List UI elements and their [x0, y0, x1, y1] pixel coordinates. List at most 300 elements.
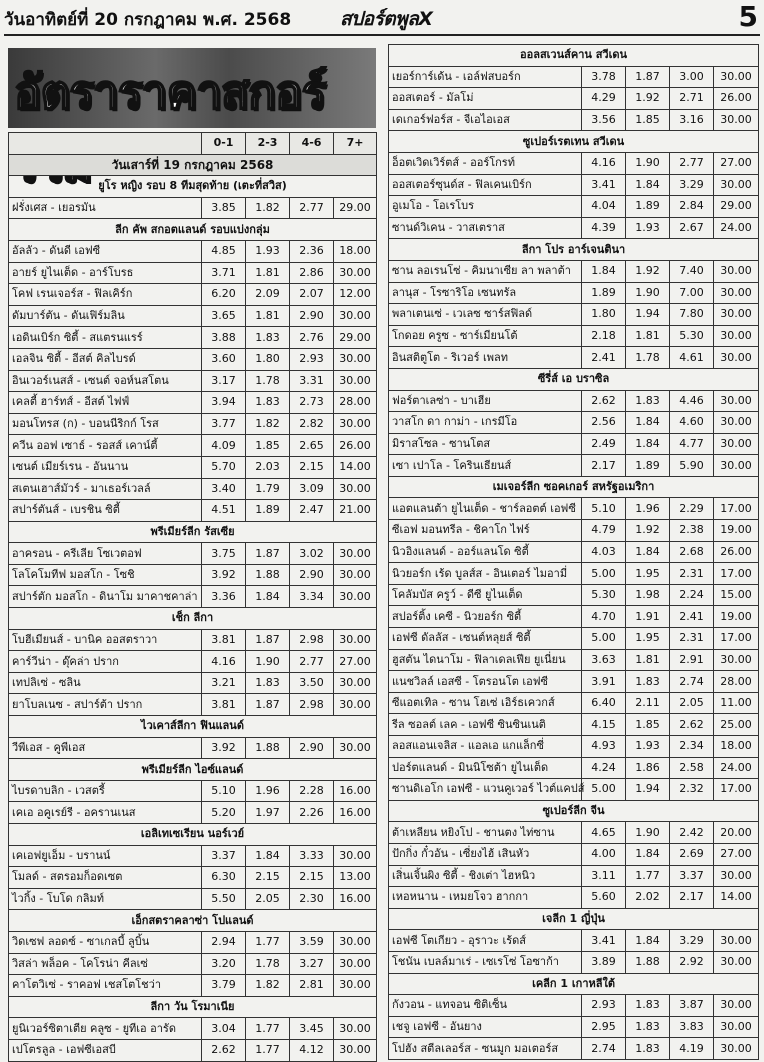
match-name: สปาร์ตันส์ - เบรชิน ซิตี้	[9, 500, 202, 522]
match-name: เอลจิน ซิตี้ - อีสต์ คิลไบรด์	[9, 348, 202, 370]
league-header-row	[389, 239, 759, 261]
odds-value: 1.86	[626, 757, 670, 779]
odds-value: 7.80	[670, 304, 714, 326]
odds-value: 4.16	[582, 152, 626, 174]
odds-value: 17.00	[714, 779, 759, 801]
odds-value: 2.47	[290, 500, 334, 522]
odds-value: 1.78	[626, 347, 670, 369]
odds-value: 29.00	[334, 327, 377, 349]
table-row	[389, 822, 759, 844]
odds-value: 4.09	[202, 435, 246, 457]
odds-value: 30.00	[334, 1018, 377, 1040]
odds-value: 1.83	[626, 995, 670, 1017]
table-row	[9, 845, 377, 867]
match-name: ออสเตอร์ - มัลโม่	[389, 88, 582, 110]
league-name: ซูเปอร์เรตเทน สวีเดน	[389, 131, 759, 153]
odds-value: 2.31	[670, 563, 714, 585]
odds-value: 1.88	[626, 951, 670, 973]
odds-value: 7.00	[670, 282, 714, 304]
odds-value: 3.33	[290, 845, 334, 867]
odds-value: 30.00	[334, 543, 377, 565]
match-name: รีล ซอลต์ เลค - เอฟซี ซินซินเนติ	[389, 714, 582, 736]
league-header-row	[9, 716, 377, 738]
odds-value: 1.80	[582, 304, 626, 326]
odds-value: 2.56	[582, 412, 626, 434]
odds-value: 3.00	[670, 66, 714, 88]
match-name: แนชวิลล์ เอสซี - โตรอนโต เอฟซี	[389, 671, 582, 693]
odds-value: 2.98	[290, 629, 334, 651]
league-header-row	[9, 521, 377, 543]
league-header-row	[9, 910, 377, 932]
match-name: ฝรั่งเศส - เยอรมัน	[9, 197, 202, 219]
odds-value: 2.28	[290, 780, 334, 802]
odds-value: 1.84	[626, 412, 670, 434]
odds-value: 30.00	[334, 737, 377, 759]
column-header-row	[9, 133, 377, 155]
odds-value: 3.37	[202, 845, 246, 867]
match-name: โปฮัง สตีลเลอร์ส - ซนมูก มอเตอร์ส	[389, 1038, 582, 1060]
odds-value: 3.92	[202, 564, 246, 586]
odds-value: 2.90	[290, 564, 334, 586]
odds-value: 1.89	[582, 282, 626, 304]
league-name: ซูเปอร์ลีก จีน	[389, 800, 759, 822]
odds-value: 4.70	[582, 606, 626, 628]
odds-value: 16.00	[334, 888, 377, 910]
match-name: เชจู เอฟซี - อันยาง	[389, 1016, 582, 1038]
odds-value: 30.00	[334, 672, 377, 694]
odds-value: 4.79	[582, 520, 626, 542]
match-name: เสิ่นเจิ้นผิง ซิตี้ - ชิงเต่า ไฮหนิว	[389, 865, 582, 887]
odds-value: 1.82	[246, 413, 290, 435]
odds-value: 18.00	[714, 736, 759, 758]
odds-value: 3.09	[290, 478, 334, 500]
odds-value: 2.90	[290, 305, 334, 327]
odds-value: 3.31	[290, 370, 334, 392]
column-header-blank	[9, 133, 202, 155]
odds-value: 2.15	[290, 867, 334, 889]
match-name: เอดินเบิร์ก ซิตี้ - สแตรนแรร์	[9, 327, 202, 349]
odds-value: 3.88	[202, 327, 246, 349]
league-name: ยูโร หญิง รอบ 8 ทีมสุดท้าย (เตะที่สวิส)	[9, 176, 377, 198]
odds-value: 3.71	[202, 262, 246, 284]
odds-value: 2.38	[670, 520, 714, 542]
table-row	[9, 392, 377, 414]
match-name: อาครอน - ครีเลีย โซเวตอฟ	[9, 543, 202, 565]
odds-value: 2.18	[582, 325, 626, 347]
odds-value: 30.00	[334, 262, 377, 284]
odds-value: 1.93	[626, 217, 670, 239]
match-name: คาโตวิเซ่ - ราคอฟ เชสโตโชว่า	[9, 975, 202, 997]
odds-value: 1.77	[246, 1039, 290, 1061]
odds-value: 3.41	[582, 174, 626, 196]
league-name: เมเจอร์ลีก ซอคเกอร์ สหรัฐอเมริกา	[389, 476, 759, 498]
table-row	[9, 1039, 377, 1061]
odds-value: 15.00	[714, 584, 759, 606]
odds-value: 30.00	[334, 953, 377, 975]
odds-value: 14.00	[334, 456, 377, 478]
odds-value: 1.84	[246, 586, 290, 608]
odds-value: 1.84	[626, 843, 670, 865]
table-row	[389, 196, 759, 218]
odds-value: 27.00	[334, 651, 377, 673]
league-header-row	[9, 996, 377, 1018]
match-name: แอตแลนต้า ยูไนเต็ด - ชาร์ลอตต์ เอฟซี	[389, 498, 582, 520]
odds-value: 4.46	[670, 390, 714, 412]
league-header-row	[9, 824, 377, 846]
match-name: ซานด์วิเคน - วาสเตราส	[389, 217, 582, 239]
odds-value: 1.90	[246, 651, 290, 673]
odds-value: 3.83	[670, 1016, 714, 1038]
table-row	[389, 66, 759, 88]
odds-value: 1.92	[626, 260, 670, 282]
match-name: เซนต์ เมียร์เรน - อันนาน	[9, 456, 202, 478]
odds-value: 2.62	[582, 390, 626, 412]
match-name: ซีเอฟ มอนทรีล - ชิคาโก ไฟร์	[389, 520, 582, 542]
odds-value: 3.45	[290, 1018, 334, 1040]
league-name: เอลิเทเซเรียน นอร์เวย์	[9, 824, 377, 846]
odds-value: 30.00	[714, 260, 759, 282]
match-name: ยูนิเวอร์ซิตาเตีย คลูซ - ยูทีเอ อารัด	[9, 1018, 202, 1040]
odds-value: 3.04	[202, 1018, 246, 1040]
table-row	[389, 865, 759, 887]
odds-value: 1.90	[626, 152, 670, 174]
odds-value: 1.92	[626, 520, 670, 542]
odds-value: 3.81	[202, 694, 246, 716]
odds-value: 2.15	[246, 867, 290, 889]
match-name: ลานุส - โรซาริโอ เซนทรัล	[389, 282, 582, 304]
match-name: มอนโทรส (ก) - บอนนีริกก์ โรส	[9, 413, 202, 435]
odds-value: 2.31	[670, 628, 714, 650]
odds-value: 2.91	[670, 649, 714, 671]
odds-value: 3.21	[202, 672, 246, 694]
odds-value: 5.30	[670, 325, 714, 347]
table-row	[9, 435, 377, 457]
odds-value: 1.80	[246, 348, 290, 370]
odds-value: 2.76	[290, 327, 334, 349]
odds-value: 1.77	[626, 865, 670, 887]
match-name: ต้าเหลียน หยิงโป - ชานตง ไท่ซาน	[389, 822, 582, 844]
odds-value: 30.00	[714, 865, 759, 887]
odds-value: 2.41	[582, 347, 626, 369]
table-row	[389, 649, 759, 671]
odds-value: 3.87	[670, 995, 714, 1017]
odds-value: 2.74	[670, 671, 714, 693]
match-name: นิวอิงแลนด์ - ออร์แลนโด ซิตี้	[389, 541, 582, 563]
league-name: ลีกา วัน โรมาเนีย	[9, 996, 377, 1018]
odds-value: 17.00	[714, 563, 759, 585]
table-row	[9, 931, 377, 953]
table-row	[9, 413, 377, 435]
title-banner	[8, 48, 376, 128]
odds-value: 1.87	[246, 543, 290, 565]
odds-value: 5.30	[582, 584, 626, 606]
odds-value: 1.87	[246, 629, 290, 651]
odds-value: 2.34	[670, 736, 714, 758]
odds-value: 2.36	[290, 240, 334, 262]
match-name: เทปลิเซ่ - ซลิน	[9, 672, 202, 694]
column-header: 0-1	[202, 133, 246, 155]
odds-value: 16.00	[334, 802, 377, 824]
odds-value: 2.17	[582, 455, 626, 477]
odds-value: 2.92	[670, 951, 714, 973]
match-name: สปาร์ตัก มอสโก - ดินาโม มาคาชคาล่า	[9, 586, 202, 608]
odds-value: 1.82	[246, 975, 290, 997]
match-name: โลโคโมทีฟ มอสโก - โซชิ	[9, 564, 202, 586]
odds-value: 30.00	[714, 930, 759, 952]
odds-value: 2.17	[670, 887, 714, 909]
table-row	[9, 284, 377, 306]
match-name: พลาเตนเซ่ - เวเลซ ซาร์สฟิลด์	[389, 304, 582, 326]
odds-value: 2.67	[670, 217, 714, 239]
odds-value: 1.94	[626, 304, 670, 326]
odds-value: 2.05	[246, 888, 290, 910]
odds-value: 1.81	[246, 305, 290, 327]
table-row	[9, 586, 377, 608]
odds-value: 3.29	[670, 174, 714, 196]
odds-value: 30.00	[714, 433, 759, 455]
table-row	[389, 325, 759, 347]
table-row	[389, 347, 759, 369]
odds-value: 28.00	[714, 671, 759, 693]
league-name: ลีก คัพ สกอตแลนด์ รอบแบ่งกลุ่ม	[9, 219, 377, 241]
odds-value: 3.36	[202, 586, 246, 608]
table-row	[9, 672, 377, 694]
odds-value: 1.88	[246, 564, 290, 586]
table-row	[9, 780, 377, 802]
odds-value: 1.85	[626, 109, 670, 131]
odds-value: 1.77	[246, 1018, 290, 1040]
odds-value: 1.82	[246, 197, 290, 219]
odds-value: 2.24	[670, 584, 714, 606]
match-name: ยาโบลเนซ - สปาร์ต้า ปราก	[9, 694, 202, 716]
table-row	[389, 152, 759, 174]
odds-value: 21.00	[334, 500, 377, 522]
table-row	[9, 867, 377, 889]
odds-value: 30.00	[334, 586, 377, 608]
league-header-row	[9, 608, 377, 630]
match-name: อัลลัว - ดันดี เอฟซี	[9, 240, 202, 262]
league-name: เคลีก 1 เกาหลีใต้	[389, 973, 759, 995]
table-row	[389, 260, 759, 282]
odds-value: 30.00	[334, 564, 377, 586]
match-name: นิวยอร์ก เร้ด บูลส์ส - อินเตอร์ ไมอามี่	[389, 563, 582, 585]
odds-value: 2.77	[670, 152, 714, 174]
odds-value: 30.00	[714, 1016, 759, 1038]
odds-value: 3.79	[202, 975, 246, 997]
odds-value: 2.05	[670, 692, 714, 714]
odds-value: 6.30	[202, 867, 246, 889]
match-name: ซานดิเอโก เอฟซี - แวนคูเวอร์ ไวต์แคปส์	[389, 779, 582, 801]
odds-value: 3.27	[290, 953, 334, 975]
odds-value: 1.78	[246, 370, 290, 392]
odds-value: 1.98	[626, 584, 670, 606]
odds-value: 3.29	[670, 930, 714, 952]
league-header-row	[389, 476, 759, 498]
odds-value: 30.00	[714, 995, 759, 1017]
match-name: ดัมบาร์ตัน - ดันเฟิร์มลิน	[9, 305, 202, 327]
table-row	[389, 304, 759, 326]
odds-value: 2.71	[670, 88, 714, 110]
issue-date: วันอาทิตย์ที่ 20 กรกฎาคม พ.ศ. 2568	[4, 10, 292, 30]
odds-value: 1.90	[626, 282, 670, 304]
odds-value: 4.39	[582, 217, 626, 239]
odds-value: 3.20	[202, 953, 246, 975]
odds-value: 30.00	[714, 649, 759, 671]
odds-value: 1.94	[626, 779, 670, 801]
table-row	[9, 348, 377, 370]
odds-value: 4.29	[582, 88, 626, 110]
odds-value: 1.87	[246, 694, 290, 716]
odds-value: 2.02	[626, 887, 670, 909]
league-name: พรีเมียร์ลีก รัสเซีย	[9, 521, 377, 543]
brand-logo: สปอร์ตพูลX	[340, 8, 433, 30]
table-row	[389, 584, 759, 606]
odds-value: 2.95	[582, 1016, 626, 1038]
table-row	[9, 802, 377, 824]
match-name: ควีน ออฟ เซาธ์ - รอสส์ เคาน์ตี้	[9, 435, 202, 457]
odds-value: 1.90	[626, 822, 670, 844]
odds-value: 1.96	[246, 780, 290, 802]
odds-value: 1.84	[626, 433, 670, 455]
odds-value: 2.26	[290, 802, 334, 824]
table-row	[389, 541, 759, 563]
odds-value: 1.84	[626, 174, 670, 196]
odds-value: 1.81	[626, 649, 670, 671]
match-name: อูเมโอ - โอเรโบร	[389, 196, 582, 218]
odds-value: 3.65	[202, 305, 246, 327]
odds-value: 30.00	[714, 347, 759, 369]
odds-value: 2.69	[670, 843, 714, 865]
odds-value: 4.03	[582, 541, 626, 563]
odds-value: 5.00	[582, 628, 626, 650]
table-row	[389, 217, 759, 239]
odds-value: 3.37	[670, 865, 714, 887]
match-name: วิสล่า พล็อค - โคโรน่า คีลเซ่	[9, 953, 202, 975]
match-name: โบฮีเมียนส์ - บานิค ออสตราวา	[9, 629, 202, 651]
odds-value: 19.00	[714, 606, 759, 628]
odds-value: 3.78	[582, 66, 626, 88]
odds-value: 2.77	[290, 197, 334, 219]
odds-value: 3.11	[582, 865, 626, 887]
odds-value: 1.83	[626, 390, 670, 412]
table-row	[389, 671, 759, 693]
column-header: 4-6	[290, 133, 334, 155]
match-name: ซีแอตเทิล - ซาน โฮเซ่ เอิร์ธเควกส์	[389, 692, 582, 714]
table-row	[9, 888, 377, 910]
header-divider	[4, 34, 760, 36]
odds-value: 30.00	[714, 412, 759, 434]
odds-value: 2.81	[290, 975, 334, 997]
page-header	[0, 0, 764, 36]
odds-value: 2.49	[582, 433, 626, 455]
odds-value: 3.91	[582, 671, 626, 693]
table-row	[389, 951, 759, 973]
odds-value: 1.89	[246, 500, 290, 522]
odds-value: 6.40	[582, 692, 626, 714]
table-row	[389, 692, 759, 714]
column-header: 7+	[334, 133, 377, 155]
odds-value: 5.20	[202, 802, 246, 824]
table-row	[389, 390, 759, 412]
odds-value: 30.00	[714, 304, 759, 326]
match-name: วาสโก ดา กาม่า - เกรมีโอ	[389, 412, 582, 434]
odds-value: 4.77	[670, 433, 714, 455]
table-row	[389, 282, 759, 304]
match-name: เอฟซี โตเกียว - อุราวะ เร้ดส์	[389, 930, 582, 952]
odds-value: 11.00	[714, 692, 759, 714]
league-header-row	[389, 908, 759, 930]
odds-value: 30.00	[714, 174, 759, 196]
odds-value: 1.83	[626, 1038, 670, 1060]
match-date: วันเสาร์ที่ 19 กรกฎาคม 2568	[9, 154, 377, 176]
odds-value: 2.03	[246, 456, 290, 478]
odds-value: 25.00	[714, 714, 759, 736]
match-name: ออสเตอร์ซุนด์ส - ฟิลเคนเบิร์ก	[389, 174, 582, 196]
page-title: อัตราราคาสกอร์	[14, 65, 326, 119]
odds-value: 2.42	[670, 822, 714, 844]
odds-value: 30.00	[334, 975, 377, 997]
odds-value: 3.60	[202, 348, 246, 370]
odds-value: 5.70	[202, 456, 246, 478]
column-header: 2-3	[246, 133, 290, 155]
odds-value: 1.83	[246, 327, 290, 349]
match-name: สเตนเฮาส์มัวร์ - มาเธอร์เวลล์	[9, 478, 202, 500]
odds-value: 1.78	[246, 953, 290, 975]
odds-value: 1.85	[626, 714, 670, 736]
league-header-row	[389, 800, 759, 822]
match-name: เซา เปาโล - โครินเธียนส์	[389, 455, 582, 477]
table-row	[9, 953, 377, 975]
odds-value: 2.09	[246, 284, 290, 306]
match-name: เคเอ อคูเรย์รี - อครานเนส	[9, 802, 202, 824]
odds-value: 24.00	[714, 757, 759, 779]
table-row	[389, 757, 759, 779]
odds-value: 18.00	[334, 240, 377, 262]
odds-value: 1.84	[626, 930, 670, 952]
odds-value: 2.30	[290, 888, 334, 910]
odds-value: 1.93	[246, 240, 290, 262]
odds-value: 2.68	[670, 541, 714, 563]
odds-value: 6.20	[202, 284, 246, 306]
odds-value: 1.87	[626, 66, 670, 88]
odds-value: 2.84	[670, 196, 714, 218]
odds-value: 3.63	[582, 649, 626, 671]
odds-value: 14.00	[714, 887, 759, 909]
odds-value: 12.00	[334, 284, 377, 306]
match-name: ไบรดาบลิก - เวสตรี้	[9, 780, 202, 802]
table-row	[9, 456, 377, 478]
match-name: ซาน ลอเรนโซ่ - คิมนาเซีย ลา พลาต้า	[389, 260, 582, 282]
table-row	[9, 327, 377, 349]
match-name: ปอร์ตแลนด์ - มินนิโซต้า ยูไนเต็ด	[389, 757, 582, 779]
odds-value: 4.60	[670, 412, 714, 434]
match-name: ไวกิ้ง - โบโด กลิมท์	[9, 888, 202, 910]
match-name: กังวอน - แทจอน ซิติเซ็น	[389, 995, 582, 1017]
match-name: เดเกอร์ฟอร์ส - จีเอไอเอส	[389, 109, 582, 131]
league-header-row	[389, 45, 759, 67]
odds-value: 2.62	[670, 714, 714, 736]
odds-value: 5.10	[582, 498, 626, 520]
odds-value: 20.00	[714, 822, 759, 844]
odds-value: 27.00	[714, 152, 759, 174]
odds-value: 1.89	[626, 196, 670, 218]
odds-value: 29.00	[714, 196, 759, 218]
odds-value: 29.00	[334, 197, 377, 219]
odds-value: 30.00	[334, 845, 377, 867]
table-row	[9, 737, 377, 759]
table-row	[389, 520, 759, 542]
table-row	[389, 88, 759, 110]
